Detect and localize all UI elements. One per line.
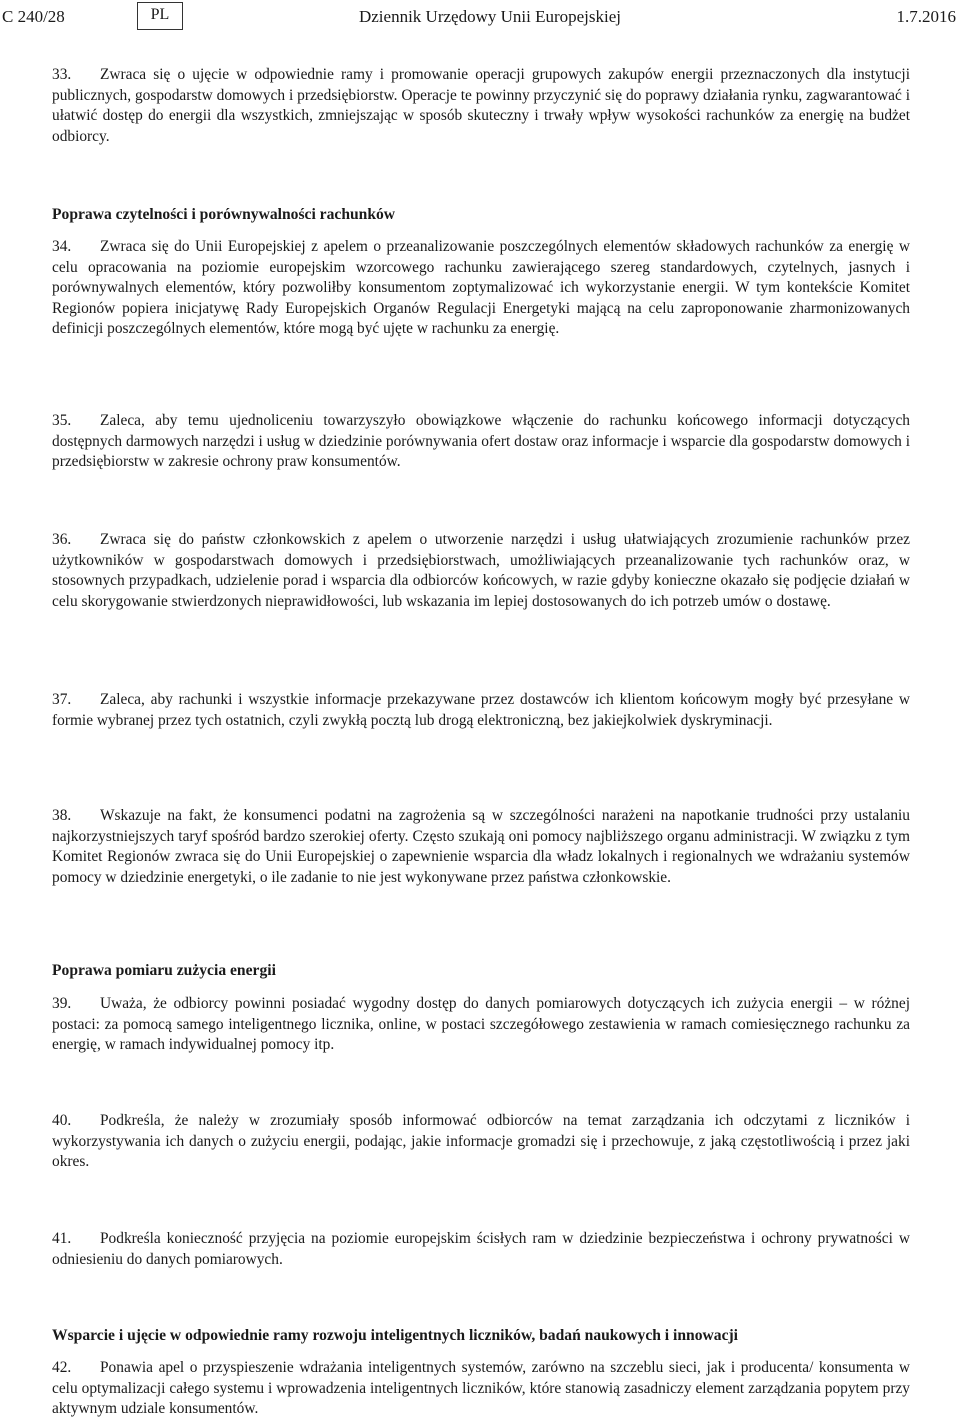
paragraph-number: 40. [52, 1112, 72, 1129]
paragraph-39 [52, 994, 910, 1056]
section-heading-smart-meters: Wsparcie i ujęcie w odpowiednie ramy rozwoju inteligentnych liczników, badań naukowych i innowacji [52, 1327, 739, 1344]
publication-date: 1.7.2016 [896, 7, 956, 26]
paragraph-text: Podkreśla, że należy w zrozumiały sposób informować odbiorców na temat zarządzania ich odczytami z liczników i wykorzystywania ich danych o zużyciu energii, podając, jakie informacje gromadzi się i przechowuje, z jaką częstotliwością i przez jaki okres. [52, 1112, 910, 1171]
paragraph-number: 39. [52, 995, 72, 1012]
paragraph-37 [52, 690, 910, 731]
section-heading-readability: Poprawa czytelności i porównywalności rachunków [52, 206, 396, 223]
paragraph-text: Zwraca się o ujęcie w odpowiednie ramy i promowanie operacji grupowych zakupów energii przeznaczonych dla instytucji publicznych, gospodarstw domowych i przedsiębiorstw. Operacje te powinny przyczynić się do poprawy działania rynku, zagwarantować i ułatwić dostęp do energii dla wszystkich, zmniejszając w sposób skuteczny i trwały wpływ wysokości rachunków za energię na budżet odbiorcy. [52, 66, 910, 145]
page-header [0, 0, 960, 40]
paragraph-41 [52, 1229, 910, 1270]
paragraph-text: Zaleca, aby rachunki i wszystkie informacje przekazywane przez dostawców ich klientom końcowym mogły być przesyłane w formie wybranej przez tych ostatnich, czyli zwykłą pocztą lub drogą elektroniczną, bez jakiejkolwiek dyskryminacji. [52, 691, 910, 729]
paragraph-text: Zaleca, aby temu ujednoliceniu towarzyszyło obowiązkowe włączenie do rachunku końcowego informacji dotyczących dostępnych darmowych narzędzi i usług w dziedzinie porównywania ofert dostaw oraz informacje i wsparcie dla gospodarstw domowych i przedsiębiorstw w zakresie ochrony praw konsumentów. [52, 412, 910, 471]
paragraph-text: Wskazuje na fakt, że konsumenci podatni na zagrożenia są w szczególności narażeni na napotkanie trudności przy ustalaniu najkorzystniejszych taryf spośród bardzo szerokiej oferty. Często szukają oni pomocy najbliższego organu administracji. W związku z tym Komitet Regionów zwraca się do Unii Europejskiej o zapewnienie wsparcia dla władz lokalnych i regionalnych we wdrażaniu systemów pomocy w dziedzinie energetyki, o ile zadanie to nie jest wykonywane przez państwa członkowskie. [52, 807, 910, 886]
page-reference: C 240/28 [2, 7, 65, 26]
section-heading-metering: Poprawa pomiaru zużycia energii [52, 962, 276, 979]
paragraph-number: 42. [52, 1359, 72, 1376]
paragraph-text: Podkreśla konieczność przyjęcia na poziomie europejskim ścisłych ram w dziedzinie bezpieczeństwa i ochrony prywatności w odniesieniu do danych pomiarowych. [52, 1230, 910, 1268]
paragraph-40 [52, 1111, 910, 1173]
paragraph-33 [52, 65, 910, 147]
journal-title: Dziennik Urzędowy Unii Europejskiej [358, 7, 621, 26]
paragraph-38 [52, 806, 910, 888]
paragraph-text: Zwraca się do Unii Europejskiej z apelem o przeanalizowanie poszczególnych elementów składowych rachunków za energię w celu opracowania na poziomie europejskim wzorcowego rachunku zawierającego szereg standardowych, czytelnych, jasnych i porównywalnych elementów, który pozwoliłby konsumentom zoptymalizować ich wykorzystanie energii. W tym kontekście Komitet Regionów popiera inicjatywę Rady Europejskich Organów Regulacji Energetyki mającą na celu zaproponowanie zharmonizowanych definicji poszczególnych elementów, które mogą być ujęte w rachunku za energię. [52, 238, 910, 338]
paragraph-34 [52, 237, 910, 340]
paragraph-number: 36. [52, 531, 72, 548]
paragraph-35 [52, 411, 910, 473]
paragraph-42 [52, 1358, 910, 1420]
paragraph-number: 41. [52, 1230, 72, 1247]
paragraph-text: Uważa, że odbiorcy powinni posiadać wygodny dostęp do danych pomiarowych dotyczących ich zużycia energii – w różnej postaci: za pomocą samego inteligentnego licznika, online, w postaci szczegółowego zestawienia w ramach comiesięcznego rachunku za energię, w ramach indywidualnej pomocy itp. [52, 995, 910, 1054]
paragraph-number: 37. [52, 691, 72, 708]
paragraph-number: 33. [52, 66, 72, 83]
language-badge: PL [137, 2, 183, 30]
paragraph-text: Ponawia apel o przyspieszenie wdrażania inteligentnych systemów, zarówno na szczeblu sieci, jak i producenta/ konsumenta w celu optymalizacji całego systemu i wprowadzenia inteligentnych liczników, które stanowią zasadniczy element zarządzania popytem przy aktywnym udziale konsumentów. [52, 1359, 910, 1418]
paragraph-number: 38. [52, 807, 72, 824]
paragraph-36 [52, 530, 910, 612]
paragraph-text: Zwraca się do państw członkowskich z apelem o utworzenie narzędzi i usług ułatwiających zrozumienie rachunków przez użytkowników w gospodarstwach domowych i przedsiębiorstwach, umożliwiających przeanalizowanie tych rachunków oraz, w stosownych przypadkach, udzielenie porad i wsparcia dla odbiorców końcowych, w razie gdyby konieczne okazało się podjęcie działań w celu skorygowanie stwierdzonych nieprawidłowości, lub wskazania im lepiej dostosowanych do ich potrzeb umów o dostawę. [52, 531, 910, 610]
paragraph-number: 34. [52, 238, 72, 255]
paragraph-number: 35. [52, 412, 72, 429]
